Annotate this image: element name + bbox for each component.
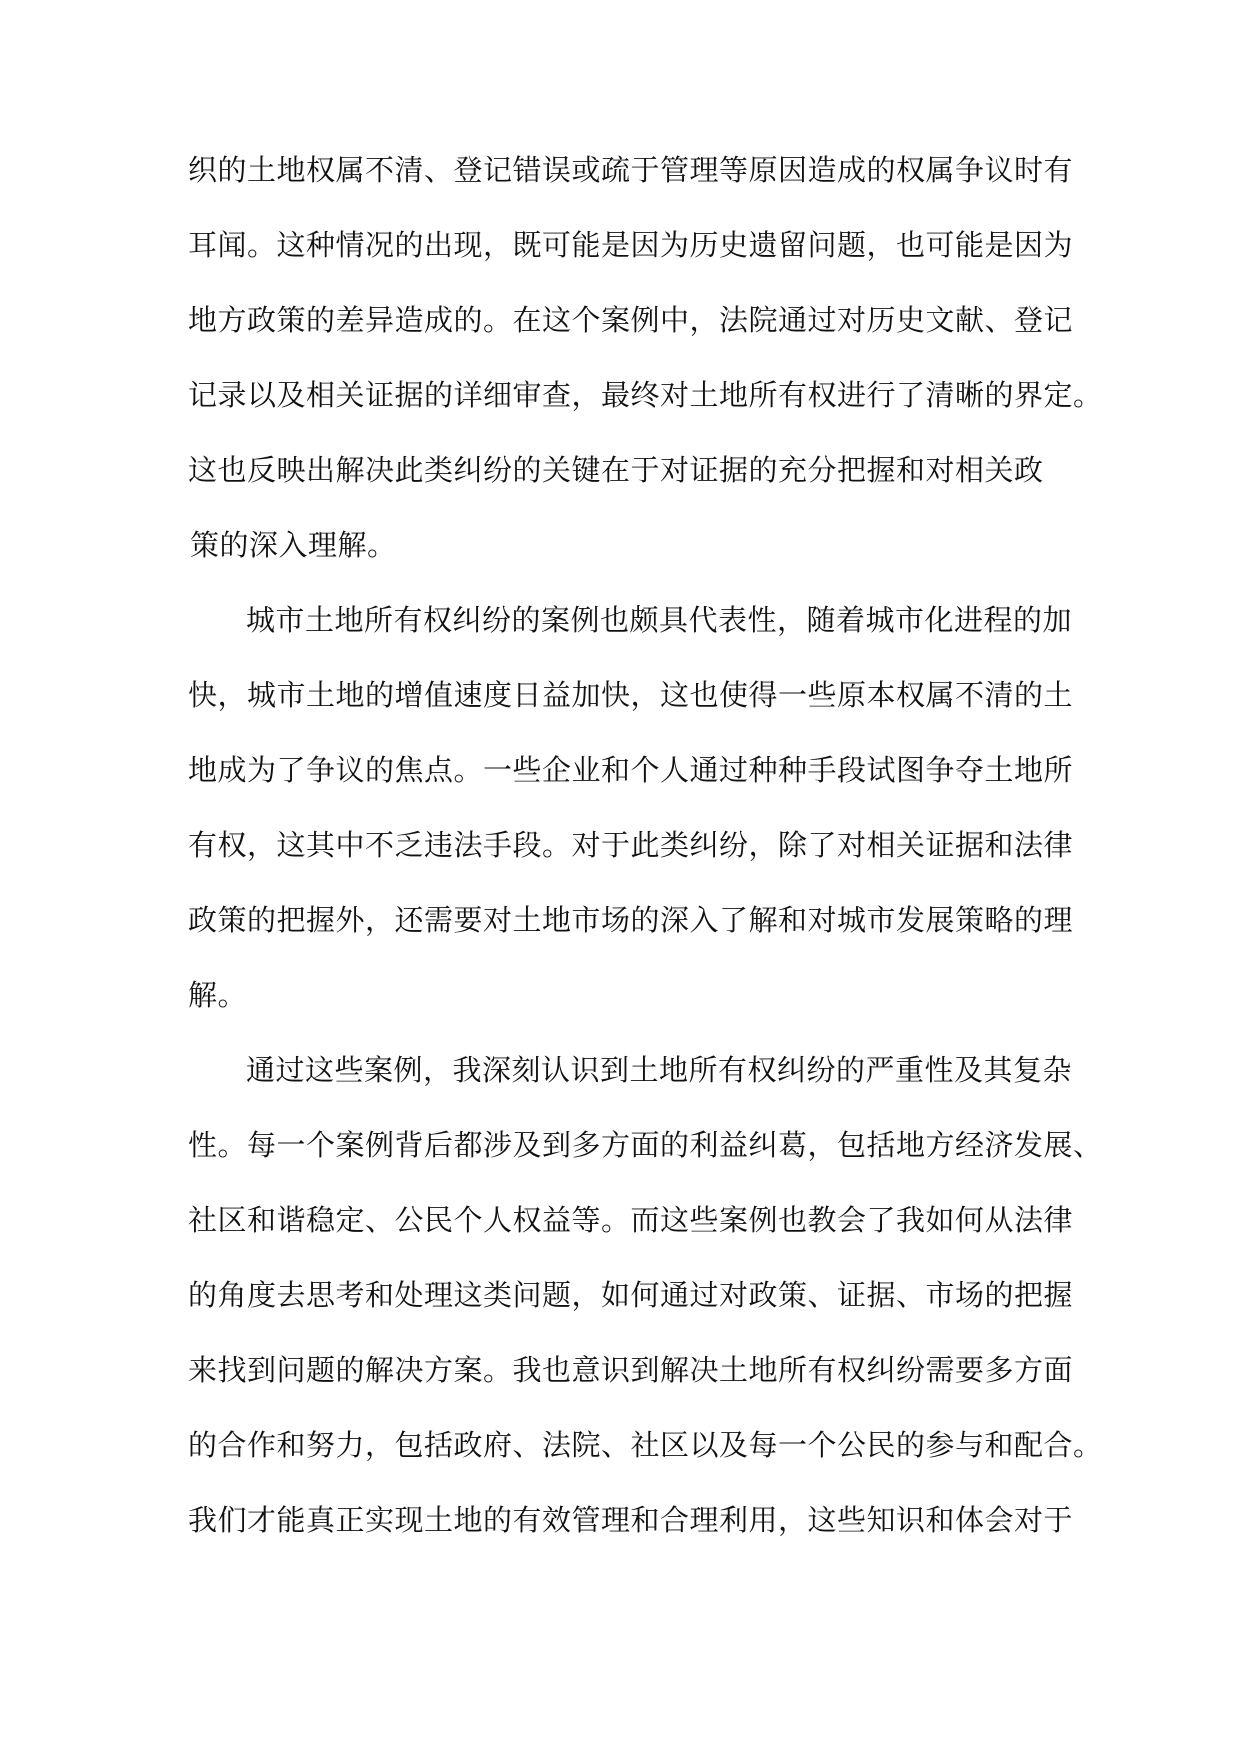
text-line: 耳闻。这种情况的出现，既可能是因为历史遗留问题，也可能是因为 bbox=[188, 228, 1074, 262]
text-line: 织的土地权属不清、登记错误或疏于管理等原因造成的权属争议时有 bbox=[188, 153, 1074, 187]
text-line: 地方政策的差异造成的。在这个案例中，法院通过对历史文献、登记 bbox=[188, 303, 1074, 337]
text-line: 通过这些案例，我深刻认识到土地所有权纠纷的严重性及其复杂 bbox=[246, 1053, 1073, 1087]
text-line: 有权，这其中不乏违法手段。对于此类纠纷，除了对相关证据和法律 bbox=[188, 828, 1074, 862]
text-line: 城市土地所有权纠纷的案例也颇具代表性，随着城市化进程的加 bbox=[246, 603, 1073, 637]
text-line: 来找到问题的解决方案。我也意识到解决土地所有权纠纷需要多方面 bbox=[188, 1353, 1074, 1387]
text-line: 记录以及相关证据的详细审查，最终对土地所有权进行了清晰的界定。 bbox=[188, 378, 1103, 412]
text-line: 的合作和努力，包括政府、法院、社区以及每一个公民的参与和配合。 bbox=[188, 1428, 1103, 1462]
text-line: 性。每一个案例背后都涉及到多方面的利益纠葛，包括地方经济发展、 bbox=[188, 1128, 1103, 1162]
text-line: 快，城市土地的增值速度日益加快，这也使得一些原本权属不清的土 bbox=[188, 678, 1074, 712]
text-line: 政策的把握外，还需要对土地市场的深入了解和对城市发展策略的理 bbox=[188, 903, 1074, 937]
body-text bbox=[188, 143, 1103, 1568]
text-line: 的角度去思考和处理这类问题，如何通过对政策、证据、市场的把握 bbox=[188, 1278, 1074, 1312]
paragraph-2 bbox=[188, 593, 1074, 1043]
text-line: 我们才能真正实现土地的有效管理和合理利用，这些知识和体会对于 bbox=[188, 1503, 1074, 1537]
text-line: 这也反映出解决此类纠纷的关键在于对证据的充分把握和对相关政 bbox=[188, 453, 1044, 487]
text-line: 策的深入理解。 bbox=[190, 528, 397, 562]
paragraph-1 bbox=[188, 143, 1103, 593]
paragraph-3 bbox=[188, 1043, 1103, 1568]
text-line: 社区和谐稳定、公民个人权益等。而这些案例也教会了我如何从法律 bbox=[188, 1203, 1074, 1237]
text-line: 地成为了争议的焦点。一些企业和个人通过种种手段试图争夺土地所 bbox=[188, 753, 1074, 787]
text-line: 解。 bbox=[188, 978, 248, 1012]
